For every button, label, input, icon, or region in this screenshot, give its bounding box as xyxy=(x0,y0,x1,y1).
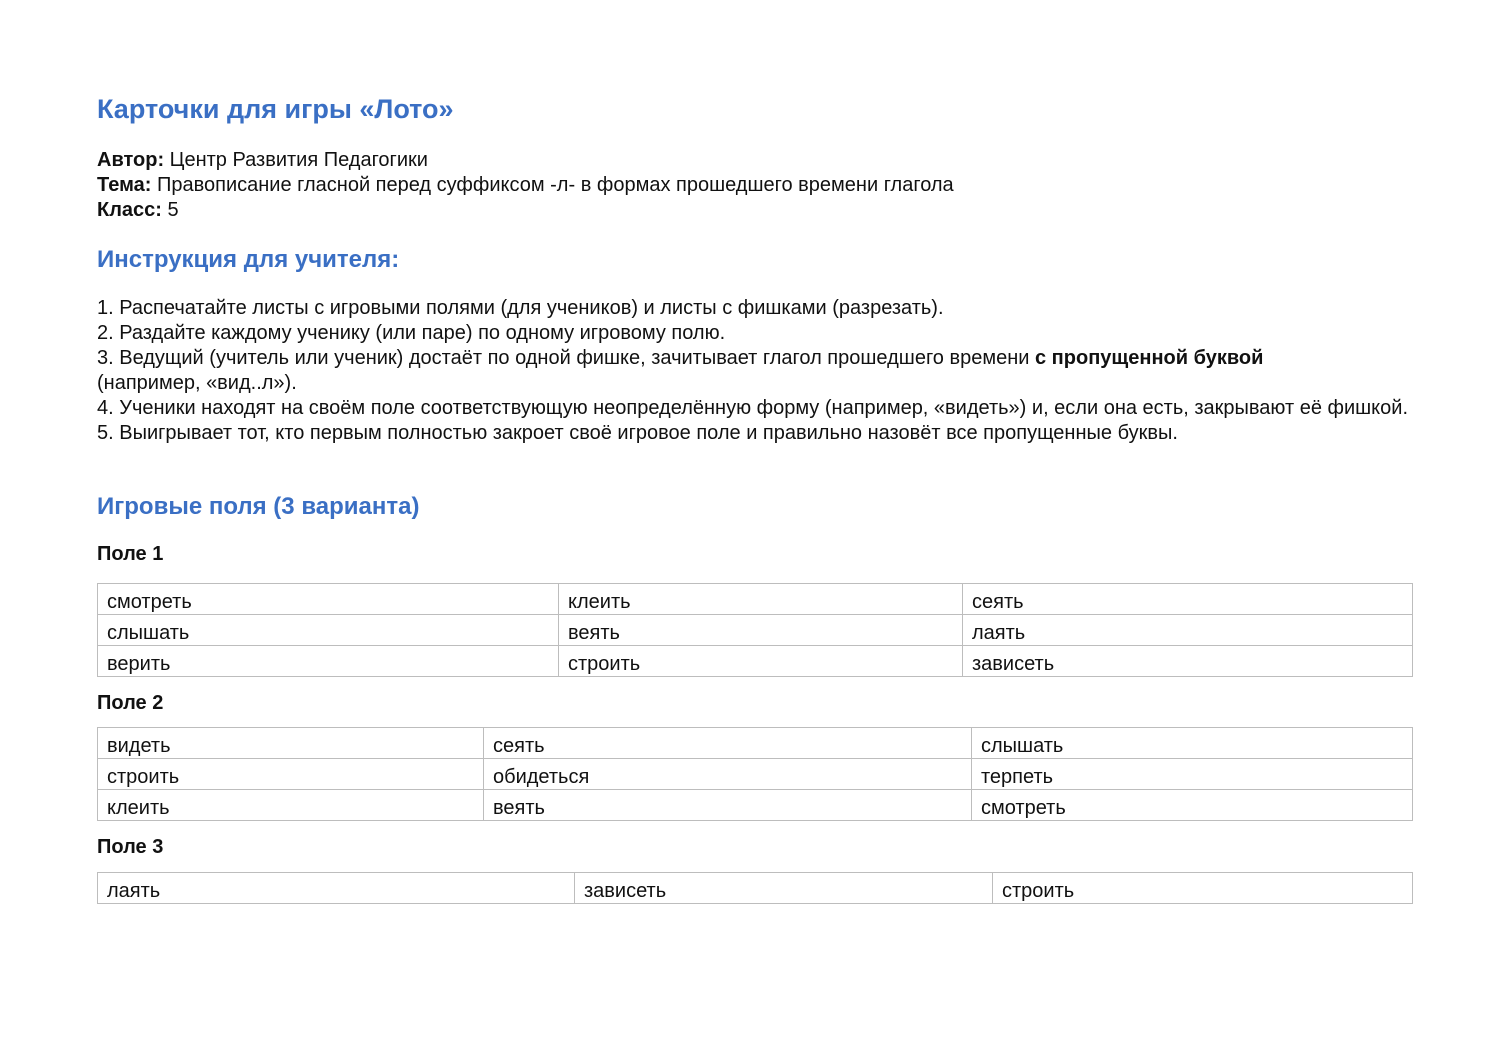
meta-class xyxy=(97,198,954,223)
field-1-title: Поле 1 xyxy=(97,543,164,565)
meta-author-label: Автор: xyxy=(97,149,165,171)
table-cell: смотреть xyxy=(98,584,559,615)
instructions-list xyxy=(97,296,1412,446)
table-row xyxy=(98,873,1413,904)
meta-class-label: Класс: xyxy=(97,199,162,221)
table-cell: зависеть xyxy=(575,873,993,904)
table-row xyxy=(98,728,1413,759)
table-cell: смотреть xyxy=(972,790,1413,821)
instruction-item: 1. Распечатайте листы с игровыми полями (для учеников) и листы с фишками (разрезать). xyxy=(97,297,944,319)
table-cell: сеять xyxy=(484,728,972,759)
table-cell: строить xyxy=(98,759,484,790)
field-2-title: Поле 2 xyxy=(97,692,164,714)
table-cell: верить xyxy=(98,646,559,677)
table-row xyxy=(98,646,1413,677)
table-cell: зависеть xyxy=(963,646,1413,677)
table-cell: слышать xyxy=(98,615,559,646)
table-cell: слышать xyxy=(972,728,1413,759)
table-cell: клеить xyxy=(98,790,484,821)
table-cell: сеять xyxy=(963,584,1413,615)
table-cell: веять xyxy=(559,615,963,646)
table-row xyxy=(98,759,1413,790)
instructions-heading: Инструкция для учителя: xyxy=(97,246,400,273)
field-3-table xyxy=(97,872,1413,904)
table-cell: лаять xyxy=(98,873,575,904)
document-title: Карточки для игры «Лото» xyxy=(97,94,454,124)
table-row xyxy=(98,615,1413,646)
table-cell: строить xyxy=(993,873,1413,904)
meta-topic-value: Правописание гласной перед суффиксом -л- в формах прошедшего времени глагола xyxy=(151,174,954,196)
instruction-item: 4. Ученики находят на своём поле соответствующую неопределённую форму (например, «видеть») и, если она есть, закрывают её фишкой. xyxy=(97,397,1409,419)
field-2-table xyxy=(97,727,1413,821)
instruction-bold-text: с пропущенной буквой xyxy=(1035,347,1264,369)
field-1-table xyxy=(97,583,1413,677)
table-cell: обидеться xyxy=(484,759,972,790)
table-row xyxy=(98,790,1413,821)
table-cell: лаять xyxy=(963,615,1413,646)
meta-author xyxy=(97,148,954,173)
document-meta xyxy=(97,148,954,223)
table-cell: видеть xyxy=(98,728,484,759)
table-cell: веять xyxy=(484,790,972,821)
instruction-text: 3. Ведущий (учитель или ученик) достаёт по одной фишке, зачитывает глагол прошедшего времени xyxy=(97,347,1035,369)
table-row xyxy=(98,584,1413,615)
meta-topic-label: Тема: xyxy=(97,174,152,196)
instruction-item xyxy=(97,346,1412,396)
table-cell: терпеть xyxy=(972,759,1413,790)
field-3-title: Поле 3 xyxy=(97,836,164,858)
table-cell: клеить xyxy=(559,584,963,615)
table-cell: строить xyxy=(559,646,963,677)
instruction-item: 2. Раздайте каждому ученику (или паре) по одному игровому полю. xyxy=(97,322,726,344)
fields-heading: Игровые поля (3 варианта) xyxy=(97,493,420,520)
instruction-text: (например, «вид..л»). xyxy=(97,372,297,394)
meta-topic xyxy=(97,173,954,198)
meta-class-value: 5 xyxy=(161,199,179,221)
meta-author-value: Центр Развития Педагогики xyxy=(164,149,428,171)
instruction-item: 5. Выигрывает тот, кто первым полностью закроет своё игровое поле и правильно назовёт все пропущенные буквы. xyxy=(97,422,1178,444)
